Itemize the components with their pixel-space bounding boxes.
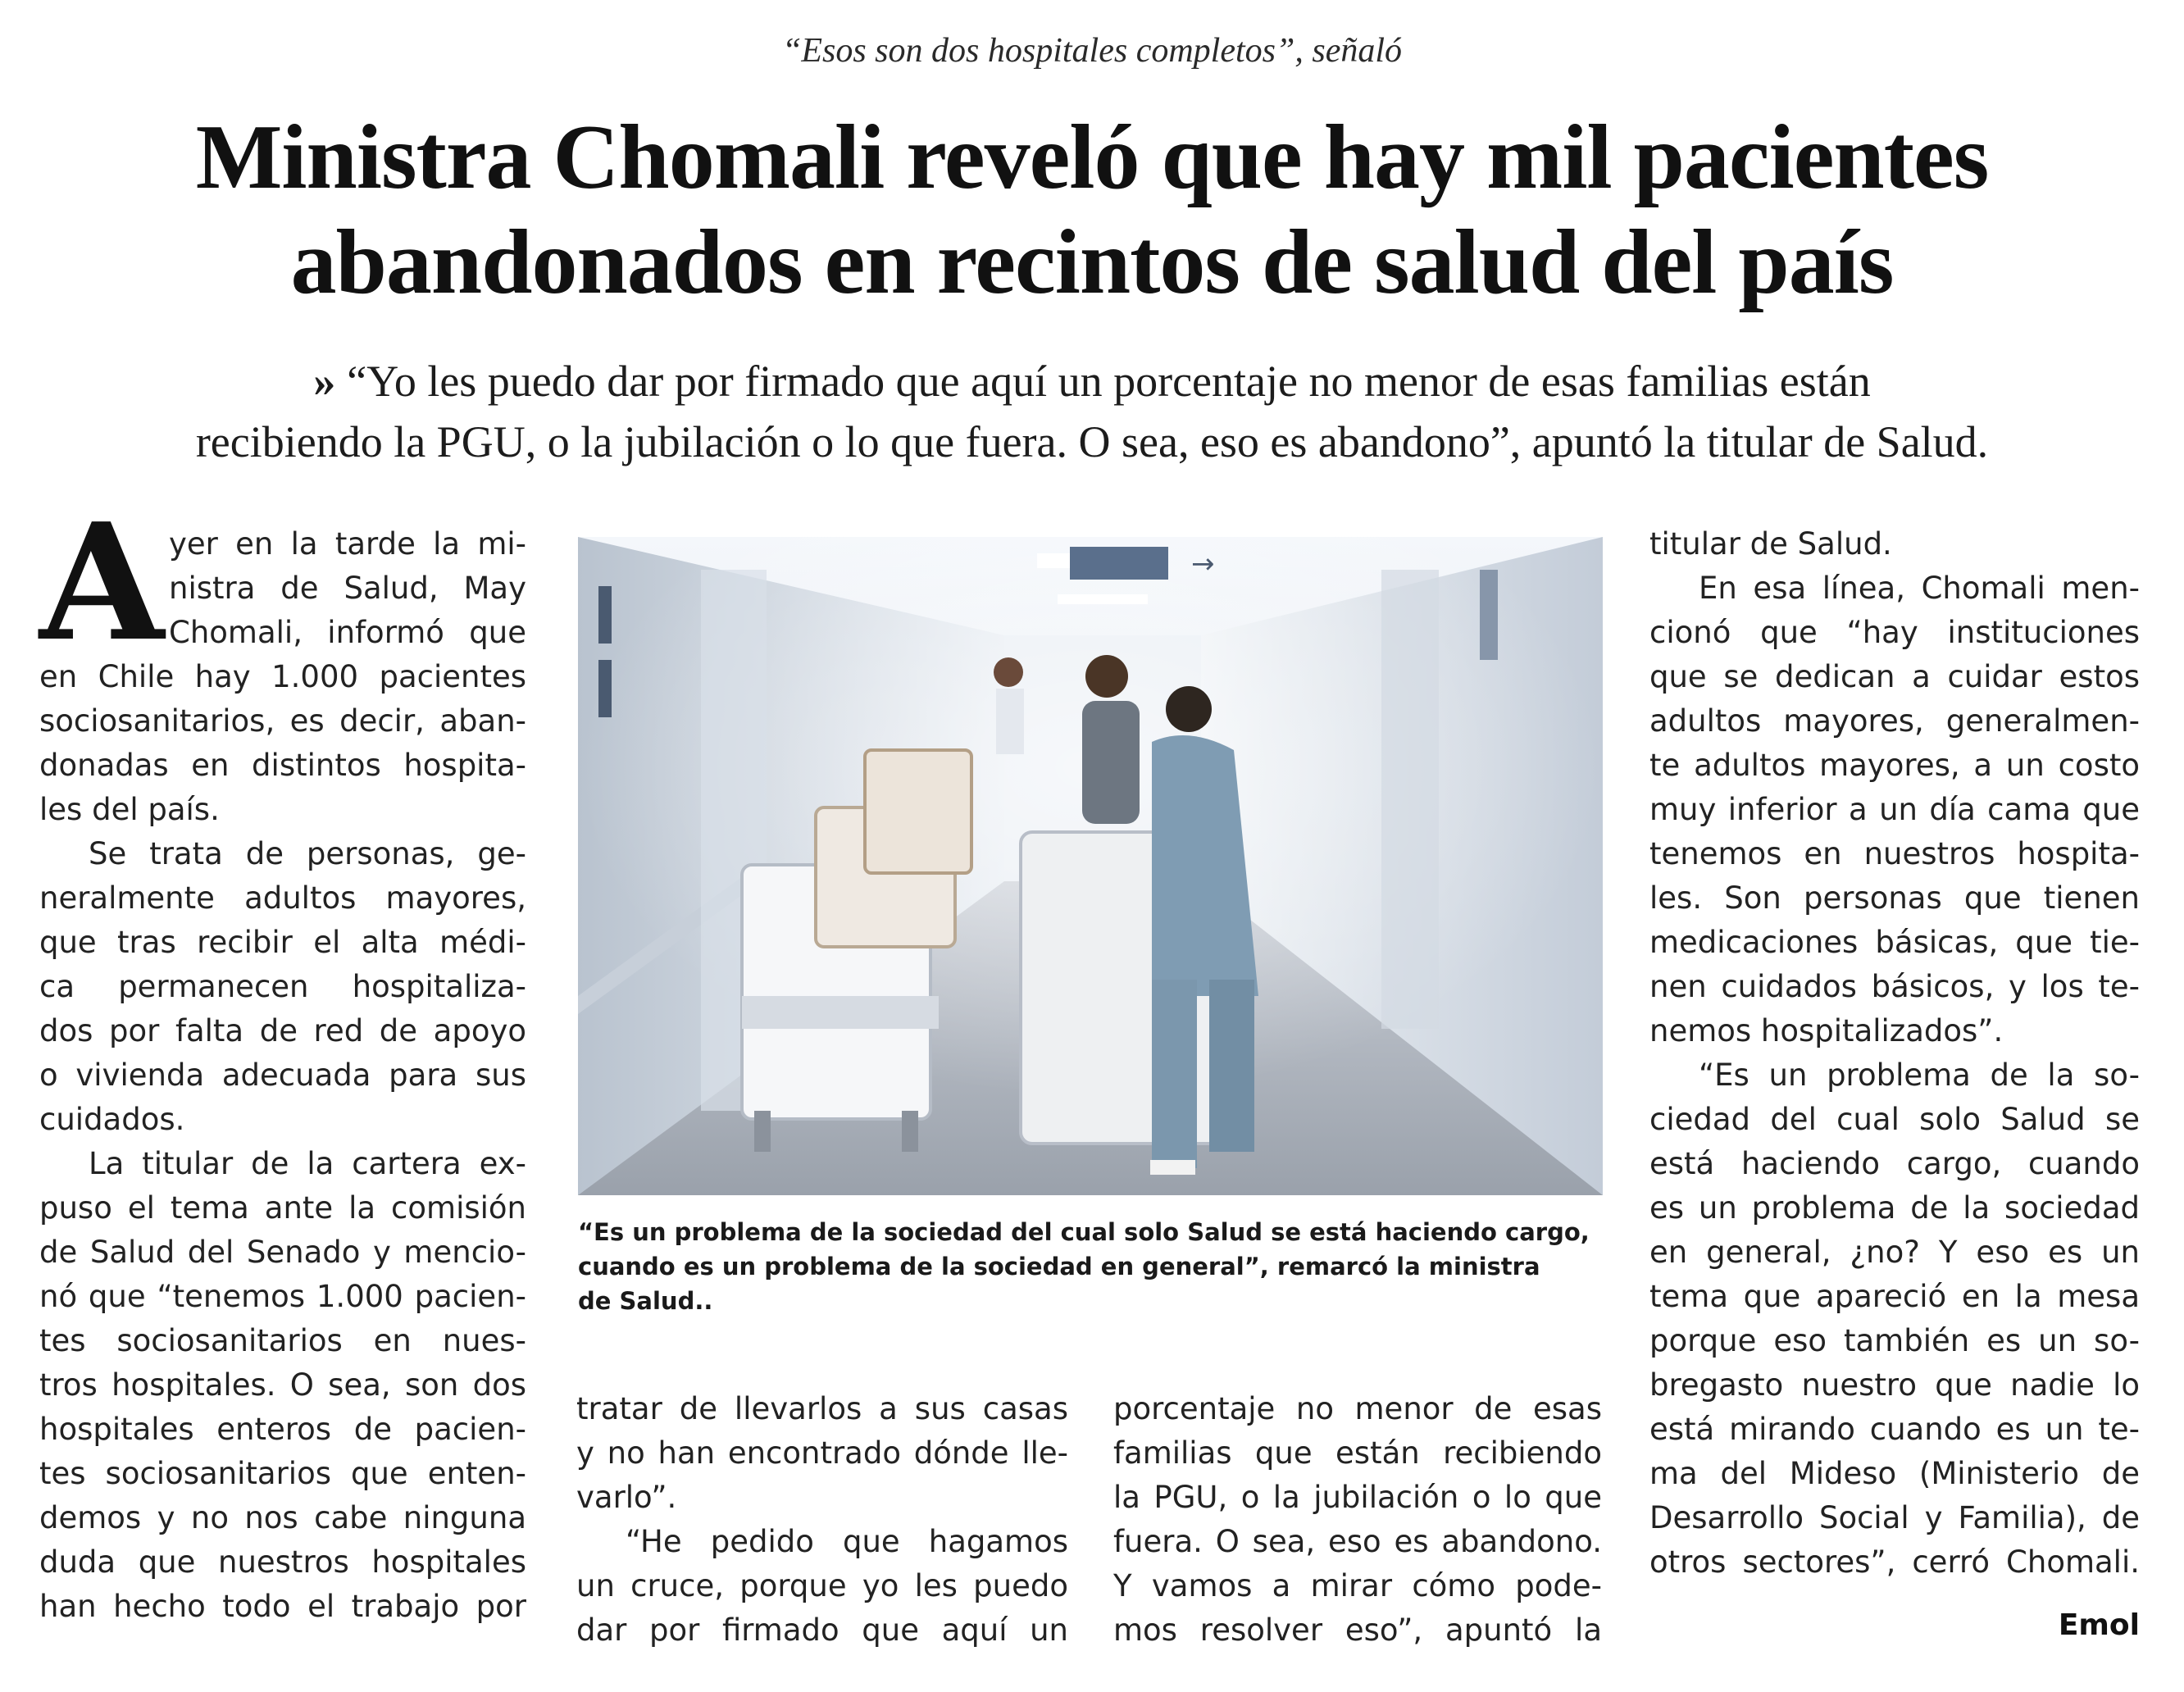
column-1-line: que tras recibir el alta médi- (39, 925, 526, 960)
column-1-line: en Chile hay 1.000 pacientes (39, 659, 526, 694)
column-3-line: mos resolver eso”, apuntó la (1113, 1612, 1602, 1648)
column-1-line: tes sociosanitarios en nues- (39, 1323, 526, 1358)
column-4-line: es un problema de la sociedad (1649, 1190, 2140, 1226)
column-3-line: la PGU, o la jubilación o lo que (1113, 1480, 1602, 1515)
photo-caption (578, 1215, 1603, 1318)
headline-line-2: abandonados en recintos de salud del país (290, 212, 1894, 313)
column-1-line: neralmente adultos mayores, (39, 880, 526, 916)
column-1-line: tros hospitales. O sea, son dos (39, 1367, 526, 1403)
column-1-line: ca permanecen hospitaliza- (39, 969, 526, 1004)
column-4-line: nen cuidados básicos, y los te- (1649, 969, 2140, 1004)
column-1-line: yer en la tarde la mi- (169, 526, 526, 562)
column-4-line: que se dedican a cuidar estos (1649, 659, 2140, 694)
column-1-line: Se trata de personas, ge- (89, 836, 526, 871)
headline-line-1: Ministra Chomali reveló que hay mil pacientes (195, 107, 1989, 208)
column-1-line: dos por falta de red de apoyo (39, 1013, 526, 1048)
column-4-line: te adultos mayores, a un costo (1649, 748, 2140, 783)
column-2-line: y no han encontrado dónde lle- (576, 1435, 1068, 1471)
column-3-line: fuera. O sea, eso es abandono. (1113, 1524, 1602, 1559)
column-1-line: han hecho todo el trabajo por (39, 1589, 526, 1624)
column-4 (1649, 522, 2140, 1585)
column-2-line: “He pedido que hagamos (626, 1524, 1068, 1559)
deck-line-1-text: “Yo les puedo dar por firmado que aquí un porcentaje no menor de esas familias están (347, 357, 1871, 406)
column-4-line: ma del Mideso (Ministerio de (1649, 1456, 2140, 1491)
headline (82, 105, 2102, 315)
caption-line: “Es un problema de la sociedad del cual solo Salud se está haciendo cargo, (578, 1218, 1590, 1246)
deck-line-2: recibiendo la PGU, o la jubilación o lo que fuera. O sea, eso es abandono”, apuntó la titular de Salud. (195, 417, 1989, 466)
column-1-line: duda que nuestros hospitales (39, 1544, 526, 1580)
column-4-line: Desarrollo Social y Familia), de (1649, 1500, 2140, 1535)
deck (98, 351, 2086, 472)
column-4-line: está mirando cuando es un te- (1649, 1412, 2140, 1447)
column-4-line: muy inferior a un día cama que (1649, 792, 2140, 827)
column-1-line: tes sociosanitarios que enten- (39, 1456, 526, 1491)
hospital-corridor-photo (578, 537, 1603, 1195)
column-1-line: de Salud del Senado y mencio- (39, 1235, 526, 1270)
column-4-line: “Es un problema de la so- (1699, 1058, 2140, 1093)
column-1-line: sociosanitarios, es decir, aban- (39, 703, 526, 739)
column-4-line: adultos mayores, generalmen- (1649, 703, 2140, 739)
column-1-line: cuidados. (39, 1102, 185, 1137)
column-1-line: o vivienda adecuada para sus (39, 1058, 526, 1093)
column-4-line: bregasto nuestro que nadie lo (1649, 1367, 2140, 1403)
column-1-line: La titular de la cartera ex- (89, 1146, 526, 1181)
chevron-icon: » (313, 357, 336, 406)
column-4-line: En esa línea, Chomali men- (1699, 571, 2140, 606)
column-3-line: familias que están recibiendo (1113, 1435, 1602, 1471)
column-4-line: medicaciones básicas, que tie- (1649, 925, 2140, 960)
source-signature: Emol (2058, 1608, 2140, 1642)
column-1-line: les del país. (39, 792, 220, 827)
column-4-line: en general, ¿no? Y eso es un (1649, 1235, 2140, 1270)
column-4-line: nemos hospitalizados”. (1649, 1013, 2004, 1048)
column-3 (1113, 1387, 1602, 1653)
column-4-line: titular de Salud. (1649, 526, 1892, 562)
column-4-line: cionó que “hay instituciones (1649, 615, 2140, 650)
column-4-line: otros sectores”, cerró Chomali. (1649, 1544, 2140, 1580)
column-1-line: Chomali, informó que (169, 615, 526, 650)
column-3-line: porcentaje no menor de esas (1113, 1391, 1602, 1426)
column-2-line: tratar de llevarlos a sus casas (576, 1391, 1068, 1426)
column-4-line: ciedad del cual solo Salud se (1649, 1102, 2140, 1137)
column-1-line: nó que “tenemos 1.000 pacien- (39, 1279, 526, 1314)
column-4-line: porque eso también es un so- (1649, 1323, 2140, 1358)
column-2-line: dar por firmado que aquí un (576, 1612, 1068, 1648)
column-2 (576, 1387, 1068, 1653)
caption-line: cuando es un problema de la sociedad en general”, remarcó la ministra (578, 1253, 1540, 1280)
drop-cap: A (39, 489, 165, 677)
deck-line-1 (98, 351, 2086, 412)
column-3-line: Y vamos a mirar cómo pode- (1113, 1568, 1602, 1603)
kicker: “Esos son dos hospitales completos”, señaló (781, 32, 1403, 70)
column-4-line: les. Son personas que tienen (1649, 880, 2140, 916)
column-1-line: demos y no nos cabe ninguna (39, 1500, 526, 1535)
column-4-line: tema que apareció en la mesa (1649, 1279, 2140, 1314)
column-2-line: un cruce, porque yo les puedo (576, 1568, 1068, 1603)
sign-arrow-icon: → (1191, 548, 1215, 580)
column-4-line: está haciendo cargo, cuando (1649, 1146, 2140, 1181)
column-2-line: varlo”. (576, 1480, 677, 1515)
caption-line: de Salud.. (578, 1287, 713, 1315)
column-1-line: donadas en distintos hospita- (39, 748, 526, 783)
column-1-line: hospitales enteros de pacien- (39, 1412, 526, 1447)
column-4-line: tenemos en nuestros hospita- (1649, 836, 2140, 871)
column-1-line: nistra de Salud, May (169, 571, 526, 606)
column-1 (39, 489, 526, 1629)
column-1-line: puso el tema ante la comisión (39, 1190, 526, 1226)
